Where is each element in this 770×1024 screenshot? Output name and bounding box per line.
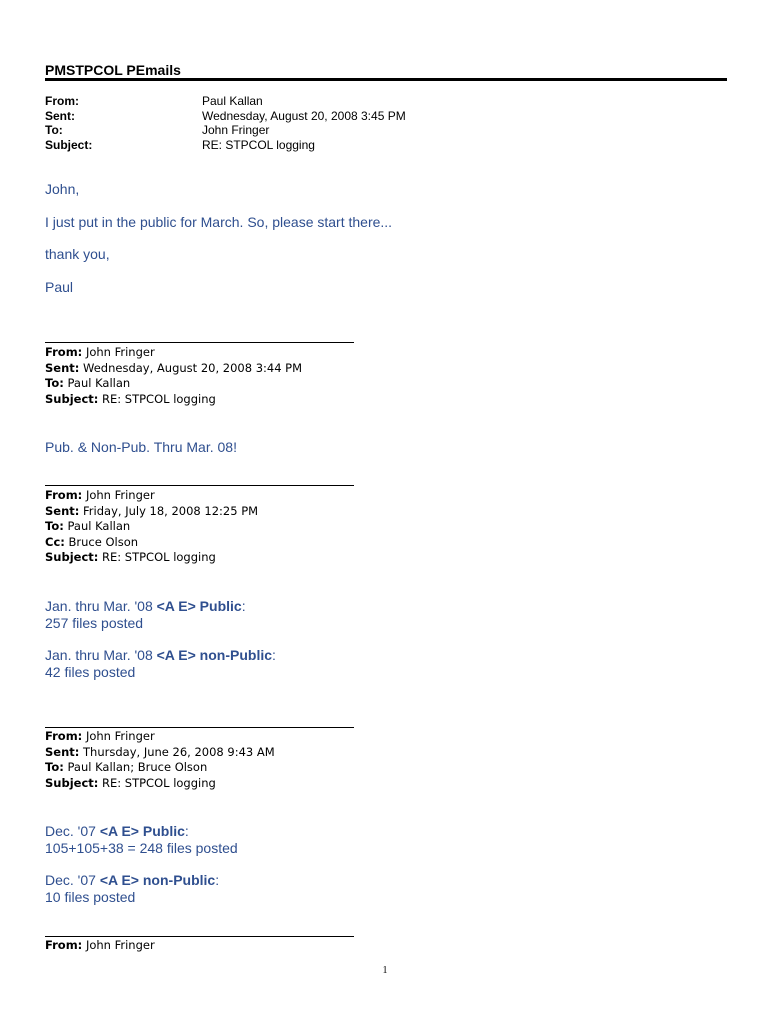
sent-label: Sent: <box>45 108 75 123</box>
reply2-block1: Jan. thru Mar. '08 <A E> Public: 257 files posted <box>45 598 246 631</box>
reply2-block2: Jan. thru Mar. '08 <A E> non-Public: 42 files posted <box>45 647 276 680</box>
reply2-cc: Cc: Bruce Olson <box>45 534 139 549</box>
reply3-header <box>45 729 275 791</box>
separator-rule <box>45 936 354 937</box>
document-title: PMSTPCOL PEmails <box>45 62 181 78</box>
thanks-line: thank you, <box>45 246 110 262</box>
to-label: To: <box>45 123 63 138</box>
body-line: I just put in the public for March. So, please start there... <box>45 214 393 230</box>
reply2-subject: Subject: RE: STPCOL logging <box>45 550 216 565</box>
subject-label: Subject: <box>45 137 93 152</box>
header-to-row <box>45 123 406 138</box>
separator-rule <box>45 727 354 728</box>
page-number: 1 <box>382 965 388 976</box>
reply3-subject: Subject: RE: STPCOL logging <box>45 775 216 790</box>
reply2-header <box>45 488 258 566</box>
reply3-from: From: John Fringer <box>45 729 155 743</box>
header-subject-row <box>45 138 406 153</box>
reply2-sent: Sent: Friday, July 18, 2008 12:25 PM <box>45 503 259 518</box>
reply4-from: From: John Fringer <box>45 938 155 952</box>
header-from-row <box>45 94 406 109</box>
reply2-from: From: John Fringer <box>45 488 155 502</box>
reply3-to: To: Paul Kallan; Bruce Olson <box>45 760 208 775</box>
separator-rule <box>45 485 354 486</box>
reply1-header <box>45 345 302 407</box>
reply3-block2: Dec. '07 <A E> non-Public: 10 files posted <box>45 872 220 905</box>
from-value: Paul Kallan <box>202 94 263 108</box>
separator-rule <box>45 342 354 343</box>
reply3-sent: Sent: Thursday, June 26, 2008 9:43 AM <box>45 744 275 759</box>
subject-value: RE: STPCOL logging <box>202 137 315 152</box>
reply1-from: From: John Fringer <box>45 345 155 359</box>
reply1-message: Pub. & Non-Pub. Thru Mar. 08! <box>45 439 237 455</box>
header-sent-row <box>45 109 406 124</box>
reply1-subject: Subject: RE: STPCOL logging <box>45 391 216 406</box>
email-header <box>45 94 406 152</box>
reply2-to: To: Paul Kallan <box>45 519 131 534</box>
signoff: Paul <box>45 279 74 295</box>
sent-value: Wednesday, August 20, 2008 3:45 PM <box>202 108 406 123</box>
reply4-header <box>45 938 155 954</box>
greeting: John, <box>45 181 80 197</box>
to-value: John Fringer <box>202 123 270 138</box>
title-rule <box>45 78 727 81</box>
reply1-to: To: Paul Kallan <box>45 376 131 391</box>
reply3-block1: Dec. '07 <A E> Public: 105+105+38 = 248 files posted <box>45 823 238 856</box>
from-label: From: <box>45 94 79 108</box>
reply1-sent: Sent: Wednesday, August 20, 2008 3:44 PM <box>45 360 303 375</box>
